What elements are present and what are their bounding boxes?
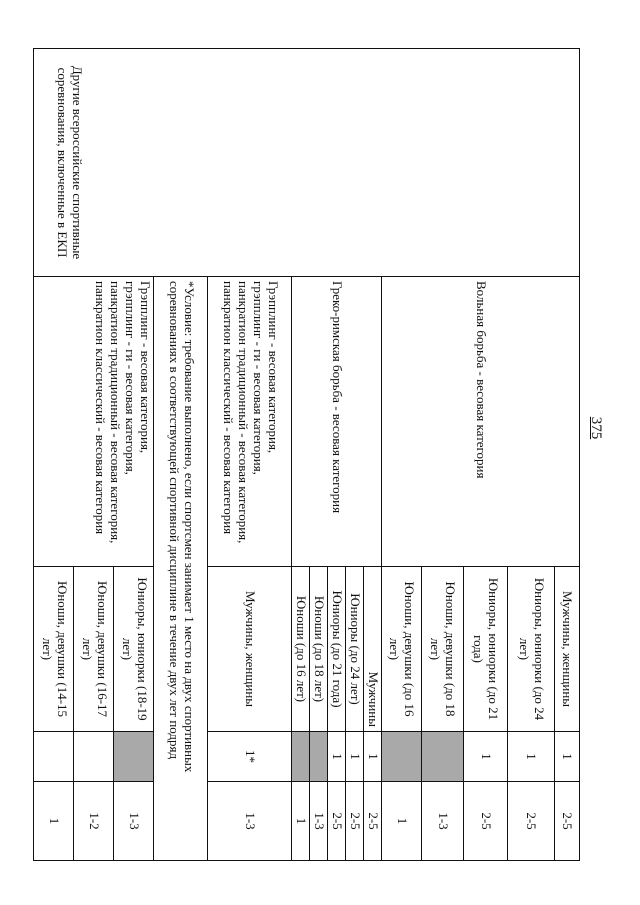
places-cell: 1 bbox=[555, 732, 580, 782]
age-cell: Юниоры (до 21 года) bbox=[328, 567, 346, 732]
range-cell: 1-3 bbox=[114, 782, 154, 861]
range-cell: 1-3 bbox=[208, 782, 292, 861]
standards-table bbox=[33, 48, 580, 861]
discipline-line: панкратион классический - весовая категория bbox=[220, 281, 236, 535]
places-cell-shaded bbox=[114, 732, 154, 782]
age-cell: Мужчины, женщины bbox=[208, 567, 292, 732]
places-cell: 1 bbox=[364, 732, 382, 782]
table-row bbox=[555, 49, 580, 861]
age-cell: Юноши, девушки (до 18 лет) bbox=[422, 567, 464, 732]
discipline-cell: Греко-римская борьба - весовая категория bbox=[292, 277, 382, 567]
footnote: *Условие: требование выполнено, если спортсмен занимает 1 место на двух спортивных соревнованиях в соответствующей спортивной дисциплине в течение двух лет подряд bbox=[154, 277, 208, 861]
age-cell: Юниоры, юниорки (18-19 лет) bbox=[114, 567, 154, 732]
category-cell: Другие всероссийские спортивные соревнования, включенные в ЕКП bbox=[34, 49, 580, 277]
range-cell: 2-5 bbox=[364, 782, 382, 861]
places-cell: 1 bbox=[464, 732, 508, 782]
age-cell: Юноши, девушки (14-15 лет) bbox=[34, 567, 74, 732]
places-cell-shaded bbox=[292, 732, 310, 782]
places-cell-shaded bbox=[422, 732, 464, 782]
discipline-cell bbox=[208, 277, 292, 567]
rotated-table-page bbox=[39, 48, 604, 860]
age-cell: Мужчины, женщины bbox=[555, 567, 580, 732]
age-cell: Юноши, девушки (до 16 лет) bbox=[382, 567, 422, 732]
discipline-cell: Вольная борьба - весовая категория bbox=[382, 277, 580, 567]
age-cell: Юниоры (до 24 лет) bbox=[346, 567, 364, 732]
range-cell: 1-2 bbox=[74, 782, 114, 861]
range-cell: 2-5 bbox=[346, 782, 364, 861]
age-cell: Юноши (до 16 лет) bbox=[292, 567, 310, 732]
range-cell: 1 bbox=[292, 782, 310, 861]
places-cell bbox=[34, 732, 74, 782]
age-cell: Юноши, девушки (16-17 лет) bbox=[74, 567, 114, 732]
places-cell: 1 bbox=[328, 732, 346, 782]
places-cell: 1 bbox=[508, 732, 555, 782]
range-cell: 2-5 bbox=[328, 782, 346, 861]
range-cell: 2-5 bbox=[464, 782, 508, 861]
places-cell: 1* bbox=[208, 732, 292, 782]
discipline-line: Грэпплинг - весовая категория, bbox=[265, 281, 281, 454]
range-cell: 2-5 bbox=[555, 782, 580, 861]
age-cell: Мужчины bbox=[364, 567, 382, 732]
discipline-line: панкратион классический - весовая категория bbox=[93, 281, 109, 535]
age-cell: Юниоры, юниорки (до 21 года) bbox=[464, 567, 508, 732]
discipline-line: панкратион традиционный - весовая категория, bbox=[235, 281, 251, 544]
age-cell: Юноши (до 18 лет) bbox=[310, 567, 328, 732]
discipline-line: панкратион традиционный - весовая категория, bbox=[108, 281, 124, 544]
range-cell: 1 bbox=[34, 782, 74, 861]
range-cell: 2-5 bbox=[508, 782, 555, 861]
places-cell-shaded bbox=[310, 732, 328, 782]
range-cell: 1-3 bbox=[310, 782, 328, 861]
discipline-line: грэпплинг - ги - весовая категория, bbox=[250, 281, 266, 475]
places-cell-shaded bbox=[382, 732, 422, 782]
discipline-cell bbox=[34, 277, 154, 567]
page-number: 375 bbox=[588, 416, 604, 440]
range-cell: 1 bbox=[382, 782, 422, 861]
discipline-line: Грэпплинг - весовая категория, bbox=[138, 281, 154, 454]
age-cell: Юниоры, юниорки (до 24 лет) bbox=[508, 567, 555, 732]
discipline-line: грэпплинг - ги - весовая категория, bbox=[123, 281, 139, 475]
places-cell bbox=[74, 732, 114, 782]
places-cell: 1 bbox=[346, 732, 364, 782]
range-cell: 1-3 bbox=[422, 782, 464, 861]
